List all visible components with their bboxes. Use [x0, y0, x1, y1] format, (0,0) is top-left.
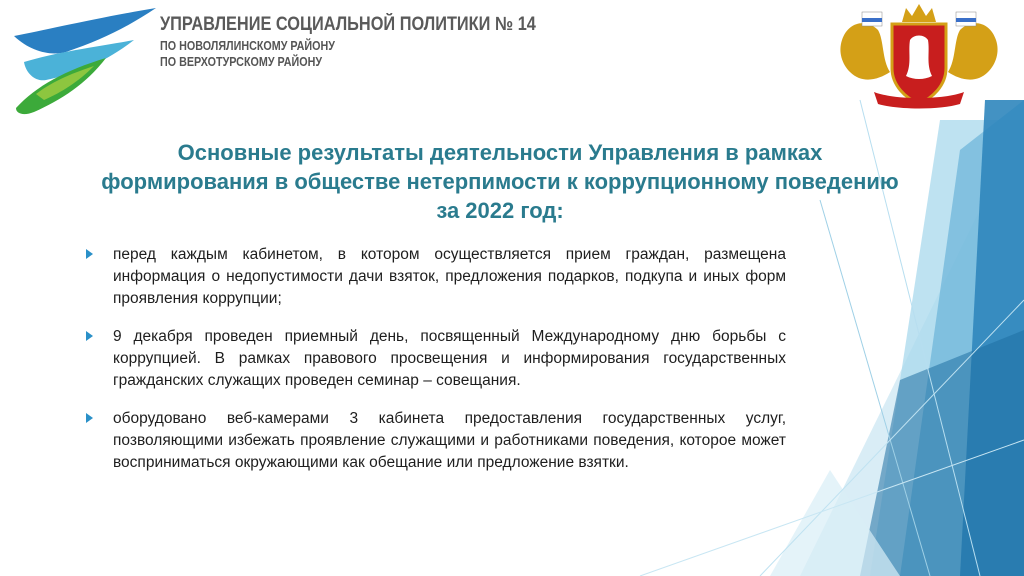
org-subtitle-2: ПО ВЕРХОТУРСКОМУ РАЙОНУ	[160, 55, 323, 69]
list-item-text: оборудовано веб-камерами 3 кабинета предоставления государственных услуг, позволяющими избежать проявление служащими и работниками поведения, которое может восприниматься окружающими как обещание или предложение взятки.	[113, 410, 786, 471]
title-line-2: формирования в обществе нетерпимости к коррупционному поведению	[101, 169, 899, 194]
list-item	[86, 408, 786, 474]
page-title	[40, 138, 960, 225]
list-item	[86, 244, 786, 310]
bird-logo-icon	[6, 0, 166, 118]
org-title: УПРАВЛЕНИЕ СОЦИАЛЬНОЙ ПОЛИТИКИ № 14	[160, 14, 536, 35]
list-item-text: 9 декабря проведен приемный день, посвященный Международному дню борьбы с коррупцией. В рамках правового просвещения и информирования государственных гражданских служащих проведен семинар – совещания.	[113, 328, 786, 389]
bullet-arrow-icon	[86, 413, 93, 423]
organization-name	[160, 14, 597, 69]
title-line-3: за 2022 год:	[436, 198, 564, 223]
org-subtitle-1: ПО НОВОЛЯЛИНСКОМУ РАЙОНУ	[160, 39, 335, 53]
bullet-arrow-icon	[86, 249, 93, 259]
coat-of-arms-icon	[834, 0, 1004, 112]
bullet-arrow-icon	[86, 331, 93, 341]
title-line-1: Основные результаты деятельности Управления в рамках	[177, 140, 823, 165]
bullet-list	[86, 244, 786, 490]
list-item-text: перед каждым кабинетом, в котором осуществляется прием граждан, размещена информация о недопустимости дачи взяток, предложения подарков, подкупа и иных форм проявления коррупции;	[113, 246, 786, 307]
list-item	[86, 326, 786, 392]
